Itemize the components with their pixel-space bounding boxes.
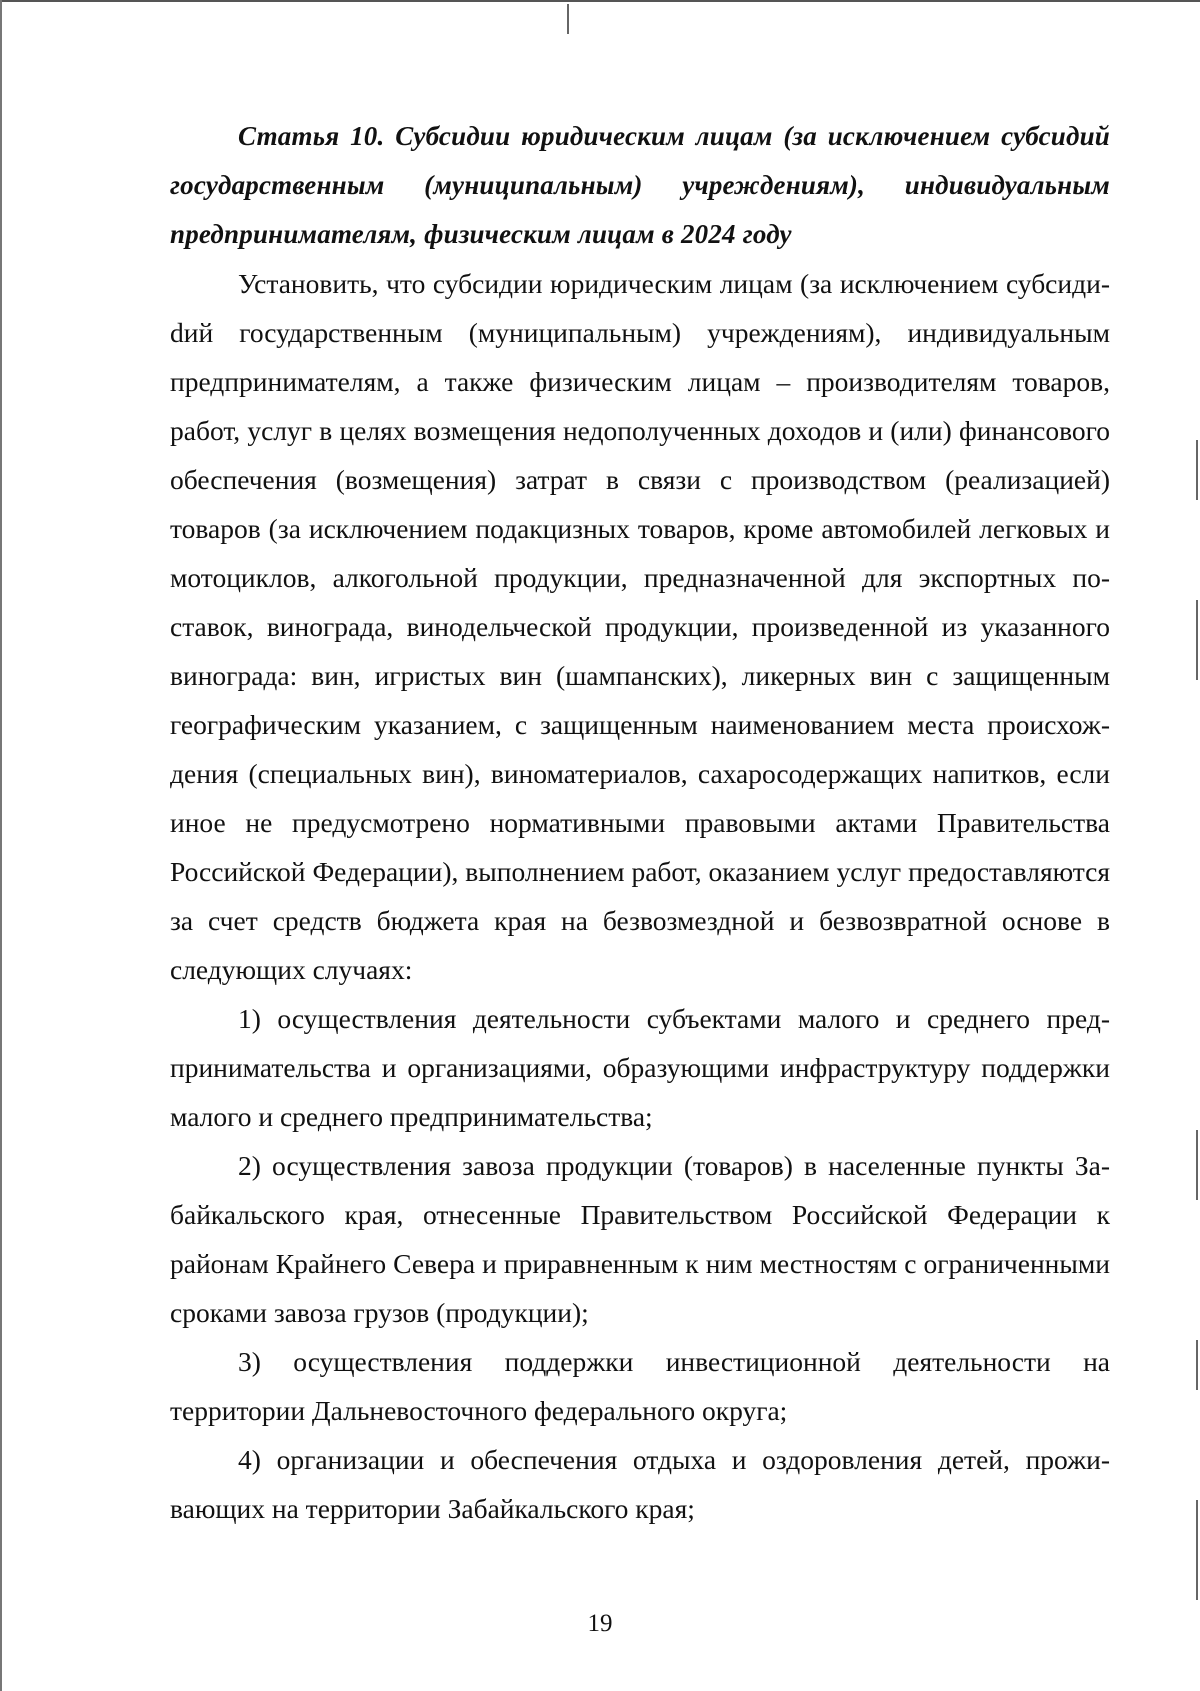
scan-artifact-mark	[1196, 1500, 1198, 1600]
scan-edge-left	[0, 0, 2, 1691]
scan-artifact-mark	[1196, 600, 1198, 680]
paragraph-item-3: 3) осуществления поддержки инвестиционной деятельности на территории Дальневосточного федерального округа;	[170, 1346, 1110, 1426]
paragraph-item-2: 2) осуществления завоза продукции (товаров) в населенные пункты Забайкальского края, отнесенные Правительством Российской Федерации к районам Крайнего Севера и приравненным к ним местностям с ограниченными сроками завоза грузов (продукции);	[170, 1150, 1110, 1328]
page-number: 19	[587, 1610, 613, 1637]
scan-artifact-mark	[1196, 1130, 1198, 1200]
paragraph-intro: Установить, что субсидии юридическим лицам (за исключением субсидиdий государственным (муниципальным) учреждениям), индивидуальным предпринимателям, а также физическим лицам – производителям товаров, работ, услуг в целях возмещения недополученных доходов и (или) финансового обеспечения (возмещения) затрат в связи с производством (реализацией) товаров (за исключением подакцизных товаров, кроме автомобилей легковых и мотоциклов, алкогольной продукции, предназначенной для экспортных поставок, винограда, винодельческой продукции, произведенной из указанного винограда: вин, игристых вин (шампанских), ликерных вин с защищенным географическим указанием, с защищенным наименованием места происхождения (специальных вин), виноматериалов, сахаросодержащих напитков, если иное не предусмотрено нормативными правовыми актами Правительства Российской Федерации), выполнением работ, оказанием услуг предоставляются за счет средств бюджета края на безвозмездной и безвозвратной основе в следующих случаях:	[170, 268, 1110, 985]
paragraph-item-1: 1) осуществления деятельности субъектами малого и среднего предпринимательства и организациями, образующими инфраструктуру поддержки малого и среднего предпринимательства;	[170, 1003, 1110, 1132]
article-heading: Статья 10. Субсидии юридическим лицам (за исключением субсидий государственным (муниципальным) учреждениям), индивидуальным предпринимателям, физическим лицам в 2024 году	[170, 121, 1110, 249]
scan-artifact-mark	[1196, 440, 1198, 500]
scan-artifact-mark	[567, 4, 569, 34]
scan-artifact-mark	[1196, 1340, 1198, 1390]
document-body	[170, 112, 1110, 1533]
paragraph-item-4: 4) организации и обеспечения отдыха и оздоровления детей, проживающих на территории Забайкальского края;	[170, 1444, 1110, 1524]
scan-edge-top	[0, 0, 1200, 2]
